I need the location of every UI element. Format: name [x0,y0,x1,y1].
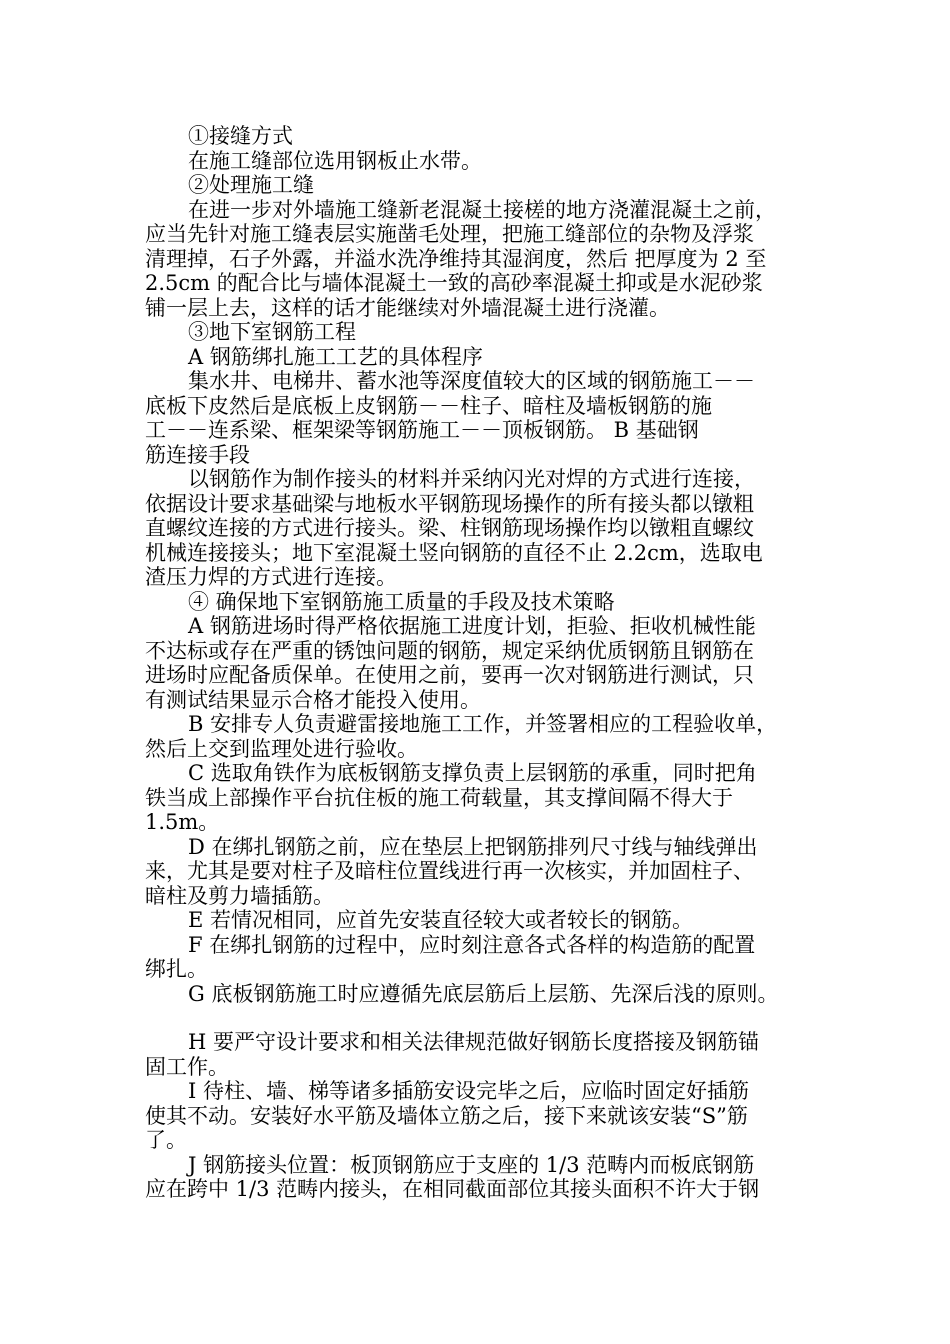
paragraph [145,712,810,761]
paragraph [145,467,810,590]
text-line: 了。 [145,1128,187,1152]
text-line: ②处理施工缝 [188,173,314,197]
text-line: 筋连接手段 [145,442,250,467]
paragraph [145,1030,810,1079]
text-line: H 要严守设计要求和相关法律规范做好钢筋长度搭接及钢筋锚 [188,1030,759,1054]
paragraph [145,982,810,1007]
text-line: 在进一步对外墙施工缝新老混凝土接槎的地方浇灌混凝土之前， [188,197,776,222]
text-line: 有测试结果显示合格才能投入使用。 [145,687,481,712]
text-line: 清理掉，石子外露，并溢水洗净维持其湿润度，然后 把厚度为 2 至 [145,246,767,271]
text-line: 然后上交到监理处进行验收。 [145,736,418,761]
text-line: F 在绑扎钢筋的过程中，应时刻注意各式各样的构造筋的配置 [188,932,756,957]
text-line: D 在绑扎钢筋之前，应在垫层上把钢筋排列尺寸线与轴线弹出 [188,834,758,859]
text-line: A 钢筋进场时得严格依据施工进度计划，拒验、拒收机械性能 [188,614,756,638]
text-line: 直螺纹连接的方式进行接头。梁、柱钢筋现场操作均以镦粗直螺纹 [145,516,754,540]
text-line: 暗柱及剪力墙插筋。 [145,883,334,908]
text-line: 机械连接接头；地下室混凝土竖向钢筋的直径不止 2.2cm，选取电 [145,540,763,565]
text-line: I 待柱、墙、梯等诸多插筋安设完毕之后，应临时固定好插筋 [188,1079,749,1103]
paragraph [145,369,810,467]
text-line: 使其不动。安装好水平筋及墙体立筋之后，接下来就该安装“S”筋 [145,1103,748,1128]
body-text [145,124,810,1202]
text-line: 在施工缝部位选用钢板止水带。 [188,148,482,173]
text-line: ③地下室钢筋工程 [188,320,356,344]
text-line: 依据设计要求基础梁与地板水平钢筋现场操作的所有接头都以镦粗 [145,491,754,516]
paragraph [145,198,810,321]
paragraph [145,173,810,198]
text-line: A 钢筋绑扎施工工艺的具体程序 [188,344,483,369]
text-line: 铺一层上去，这样的话才能继续对外墙混凝土进行浇灌。 [145,295,670,320]
text-line: 工－－连系梁、框架梁等钢筋施工－－顶板钢筋。 B 基础钢 [145,418,699,442]
text-line: 1.5m。 [145,810,220,834]
paragraph [145,835,810,909]
paragraph [145,345,810,370]
text-line: 应在跨中 1/3 范畴内接头，在相同截面部位其接头面积不许大于钢 [145,1177,760,1201]
text-line: 以钢筋作为制作接头的材料并采纳闪光对焊的方式进行连接， [188,467,755,491]
text-line: E 若情况相同，应首先安装直径较大或者较长的钢筋。 [188,908,694,932]
paragraph [145,149,810,174]
text-line: G 底板钢筋施工时应遵循先底层筋后上层筋、先深后浅的原则。 [188,981,779,1006]
paragraph [145,1079,810,1153]
text-line: C 选取角铁作为底板钢筋支撑负责上层钢筋的承重，同时把角 [188,761,757,785]
text-line: 应当先针对施工缝表层实施凿毛处理，把施工缝部位的杂物及浮浆 [145,222,754,246]
paragraph [145,933,810,982]
text-line: 固工作。 [145,1054,229,1079]
text-line: 底板下皮然后是底板上皮钢筋－－柱子、暗柱及墙板钢筋的施 [145,393,712,418]
paragraph [145,124,810,149]
text-line: 2.5cm 的配合比与墙体混凝土一致的高砂率混凝土抑或是水泥砂浆 [145,271,763,295]
text-line: 来，尤其是要对柱子及暗柱位置线进行再一次核实，并加固柱子、 [145,859,754,883]
text-line: 渣压力焊的方式进行连接。 [145,565,397,589]
paragraph [145,1153,810,1202]
paragraph [145,320,810,345]
text-line: 集水井、电梯井、蓄水池等深度值较大的区域的钢筋施工－－ [188,369,755,393]
text-line: 不达标或存在严重的锈蚀问题的钢筋，规定采纳优质钢筋且钢筋在 [145,638,754,663]
text-line: 进场时应配备质保单。在使用之前，要再一次对钢筋进行测试，只 [145,663,754,687]
text-line: B 安排专人负责避雷接地施工工作，并签署相应的工程验收单， [188,712,778,736]
text-line: ④ 确保地下室钢筋施工质量的手段及技术策略 [188,589,615,614]
paragraph [145,614,810,712]
paragraph [145,761,810,835]
paragraph [145,908,810,933]
text-line: ①接缝方式 [188,124,293,148]
text-line: 铁当成上部操作平台抗住板的施工荷载量，其支撑间隔不得大于 [145,785,733,810]
paragraph [145,590,810,615]
text-line: J 钢筋接头位置：板顶钢筋应于支座的 1/3 范畴内而板底钢筋 [188,1152,755,1177]
text-line: 绑扎。 [145,957,208,981]
